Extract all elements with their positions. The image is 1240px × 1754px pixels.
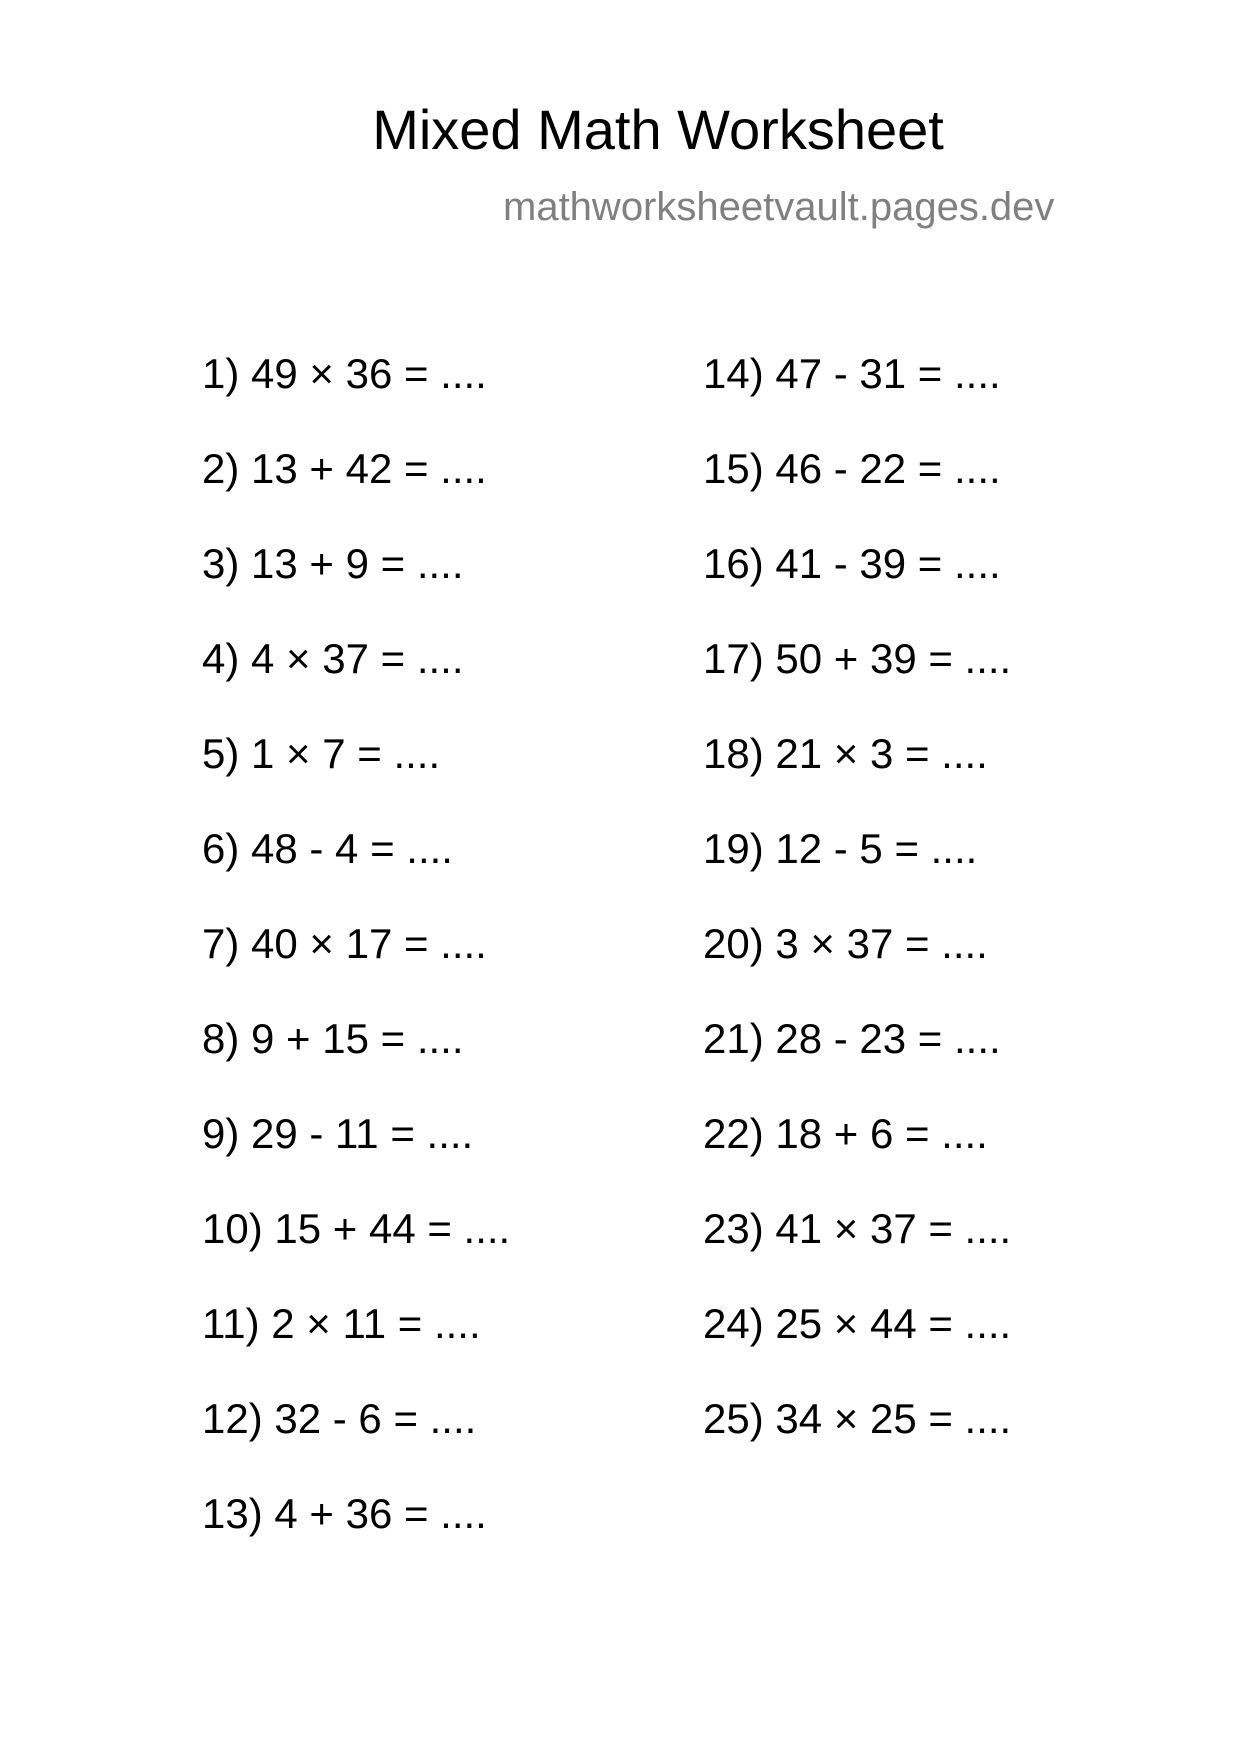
problem-item: 12) 32 - 6 = .... xyxy=(202,1395,477,1442)
problem-item: 15) 46 - 22 = .... xyxy=(703,445,1001,492)
problem-item: 4) 4 × 37 = .... xyxy=(202,635,464,682)
problem-item: 17) 50 + 39 = .... xyxy=(703,635,1012,682)
problem-item: 13) 4 + 36 = .... xyxy=(202,1490,487,1537)
problem-item: 6) 48 - 4 = .... xyxy=(202,825,453,872)
problem-item: 14) 47 - 31 = .... xyxy=(703,350,1001,397)
problem-item: 19) 12 - 5 = .... xyxy=(703,825,978,872)
problem-item: 22) 18 + 6 = .... xyxy=(703,1110,988,1157)
problem-column-right xyxy=(703,350,1011,1490)
problem-item: 10) 15 + 44 = .... xyxy=(202,1205,511,1252)
problem-item: 2) 13 + 42 = .... xyxy=(202,445,487,492)
problem-column-left xyxy=(202,350,510,1585)
worksheet-title: Mixed Math Worksheet xyxy=(372,98,944,161)
problem-item: 11) 2 × 11 = .... xyxy=(202,1300,481,1347)
problem-item: 25) 34 × 25 = .... xyxy=(703,1395,1012,1442)
problem-item: 18) 21 × 3 = .... xyxy=(703,730,988,777)
problem-item: 20) 3 × 37 = .... xyxy=(703,920,988,967)
problem-item: 16) 41 - 39 = .... xyxy=(703,540,1001,587)
source-url: mathworksheetvault.pages.dev xyxy=(503,185,1055,229)
problem-item: 1) 49 × 36 = .... xyxy=(202,350,487,397)
problem-item: 9) 29 - 11 = .... xyxy=(202,1110,474,1157)
problem-item: 21) 28 - 23 = .... xyxy=(703,1015,1001,1062)
problem-item: 23) 41 × 37 = .... xyxy=(703,1205,1012,1252)
problem-item: 8) 9 + 15 = .... xyxy=(202,1015,464,1062)
problem-item: 7) 40 × 17 = .... xyxy=(202,920,487,967)
problem-item: 24) 25 × 44 = .... xyxy=(703,1300,1012,1347)
problem-item: 5) 1 × 7 = .... xyxy=(202,730,441,777)
problem-item: 3) 13 + 9 = .... xyxy=(202,540,464,587)
